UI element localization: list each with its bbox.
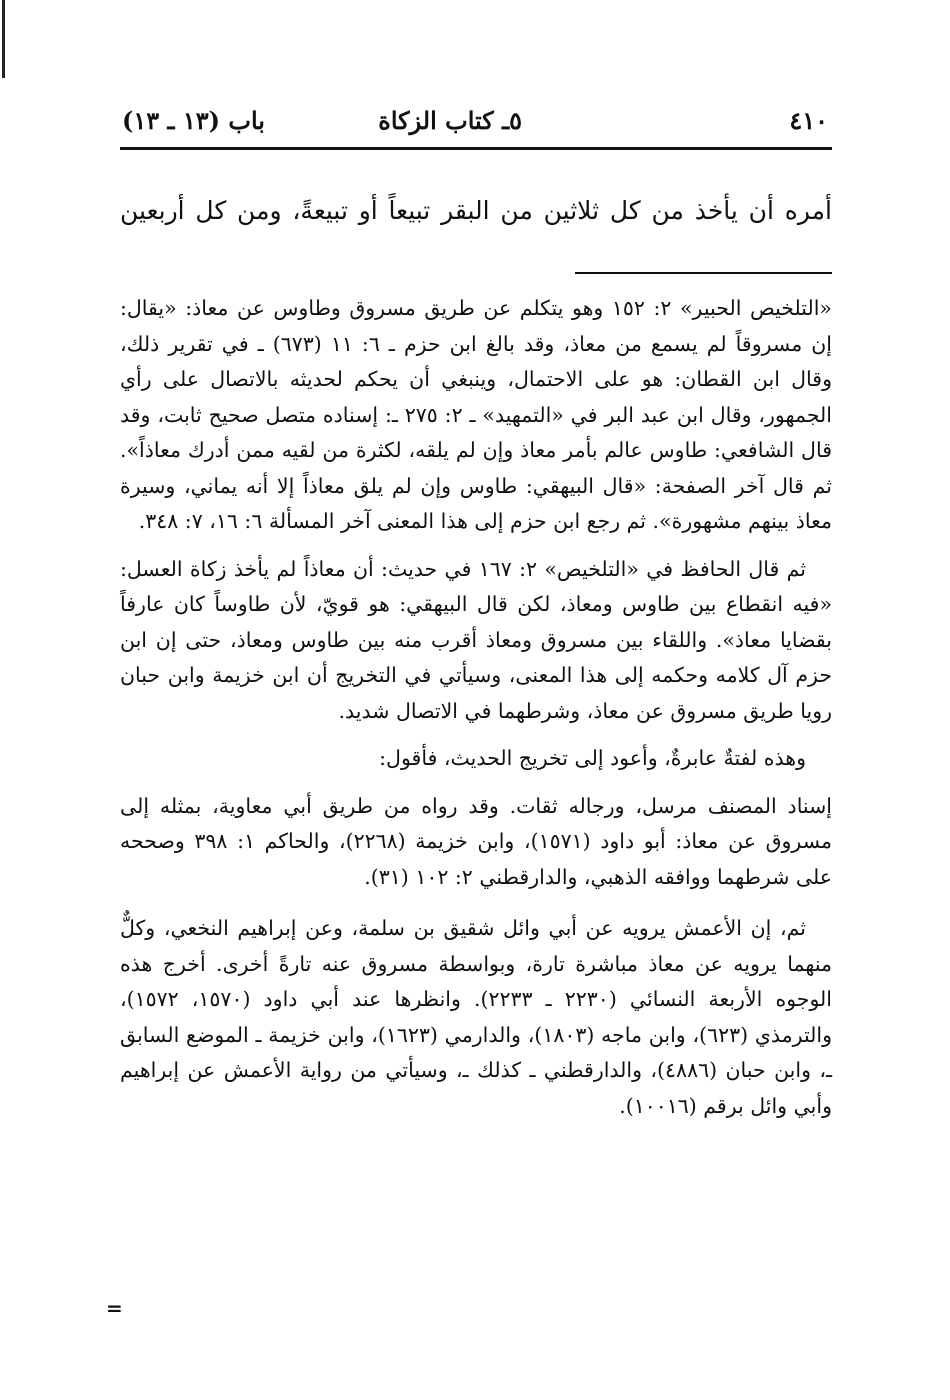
- footnote-paragraph: ثم، إن الأعمش يرويه عن أبي وائل شقيق بن سلمة، وعن إبراهيم النخعي، وكلٌّ منهما يرويه عن معاذ مباشرة تارة، وبواسطة مسروق عنه تارةً أخرى. أخرج هذه الوجوه الأربعة النسائي (٢٢٣٠ ـ ٢٢٣٣). وانظرها عند أبي داود (١٥٧٠، ١٥٧٢)، والترمذي (٦٢٣)، وابن ماجه (١٨٠٣)، والدارمي (١٦٢٣)، وابن خزيمة ـ الموضع السابق ـ، وابن حبان (٤٨٨٦)، والدارقطني ـ كذلك ـ، وسيأتي من رواية الأعمش عن إبراهيم وأبي وائل برقم (١٠٠١٦).: [120, 916, 833, 1118]
- page-edge-rule: [2, 0, 5, 78]
- footnote-paragraph: ثم قال الحافظ في «التلخيص» ٢: ١٦٧ في حديث: أن معاذاً لم يأخذ زكاة العسل: «فيه انقطاع بين طاوس ومعاذ، لكن قال البيهقي: هو قويّ، لأن طاوساً كان عارفاً بقضايا معاذ». واللقاء بين مسروق ومعاذ أقرب منه بين طاوس ومعاذ، حتى إن ابن حزم آل كلامه وحكمه إلى هذا المعنى، وسيأتي في التخريج أن ابن خزيمة وابن حبان رويا طريق مسروق عن معاذ، وشرطهما في الاتصال شديد.: [120, 556, 832, 723]
- main-text: أمره أن يأخذ من كل ثلاثين من البقر تبيعاً أو تبيعةً، ومن كل أربعين: [120, 196, 832, 225]
- header-rule: [120, 147, 832, 150]
- footnotes: [120, 291, 832, 1136]
- footnote-separator: [575, 272, 832, 274]
- section-reference: باب (١٣ ـ ١٣): [122, 106, 265, 135]
- chapter-title: ٥ـ كتاب الزكاة: [378, 106, 522, 135]
- page-header: [120, 106, 832, 146]
- continuation-mark: =: [106, 1296, 123, 1320]
- footnote-paragraph: وهذه لفتةٌ عابرةٌ، وأعود إلى تخريج الحديث، فأقول:: [379, 746, 806, 770]
- footnote-paragraph: «التلخيص الحبير» ٢: ١٥٢ وهو يتكلم عن طريق مسروق وطاوس عن معاذ: «يقال: إن مسروقاً لم يسمع من معاذ، وقد بالغ ابن حزم ـ ٦: ١١ (٦٧٣) ـ في تقرير ذلك، وقال ابن القطان: هو على الاحتمال، وينبغي أن يحكم لحديثه بالاتصال على رأي الجمهور، وقال ابن عبد البر في «التمهيد» ـ ٢: ٢٧٥ ـ: إسناده متصل صحيح ثابت، وقد قال الشافعي: طاوس عالم بأمر معاذ وإن لم يلقه، لكثرة من لقيه ممن أدرك معاذاً». ثم قال آخر الصفحة: «قال البيهقي: طاوس وإن لم يلق معاذاً إلا أنه يماني، وسيرة معاذ بينهم مشهورة». ثم رجع ابن حزم إلى هذا المعنى آخر المسألة ٦: ١٦، ٧: ٣٤٨.: [120, 296, 832, 533]
- page-number: ٤١٠: [789, 106, 828, 135]
- footnote-paragraph: إسناد المصنف مرسل، ورجاله ثقات. وقد رواه من طريق أبي معاوية، بمثله إلى مسروق عن معاذ: أبو داود (١٥٧١)، وابن خزيمة (٢٢٦٨)، والحاكم ١: ٣٩٨ وصححه على شرطهما ووافقه الذهبي، والدارقطني ٢: ١٠٢ (٣١).: [120, 793, 832, 889]
